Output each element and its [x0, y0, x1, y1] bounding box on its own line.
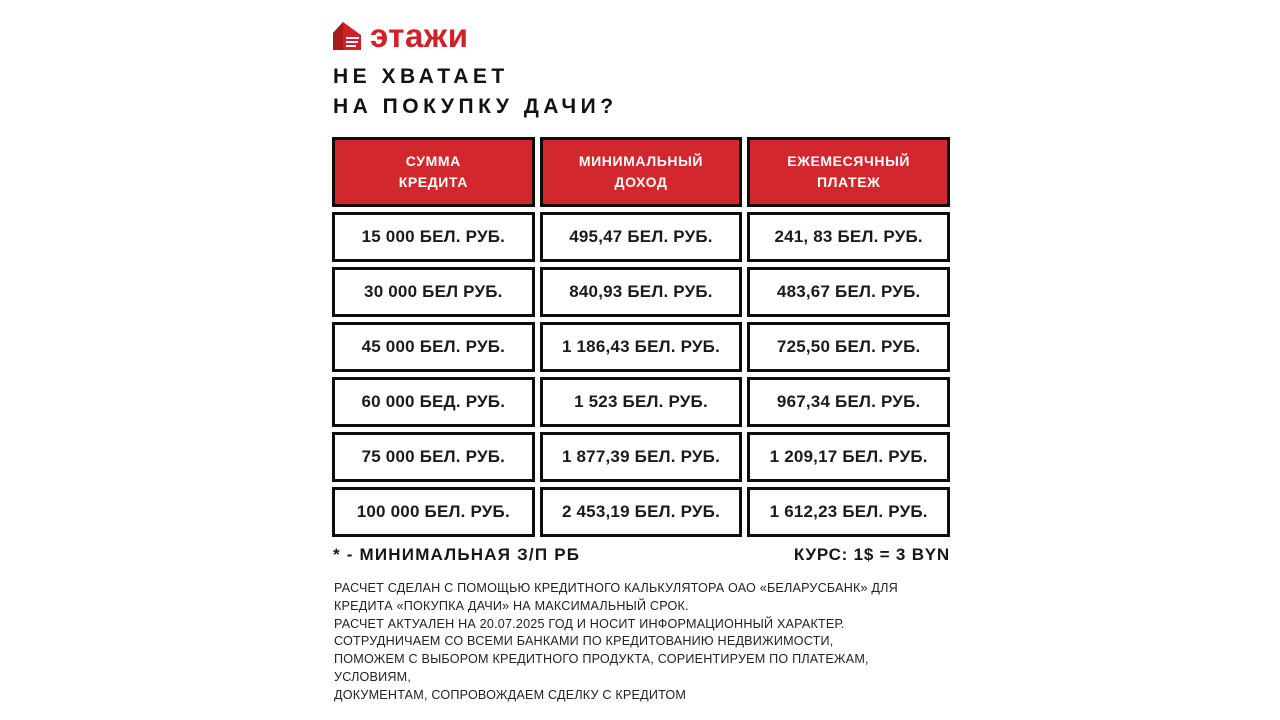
table-cell: 1 523 БЕЛ. РУБ.: [540, 377, 743, 427]
table-cell: 30 000 БЕЛ РУБ.: [332, 267, 535, 317]
table-cell: 2 453,19 БЕЛ. РУБ.: [540, 487, 743, 537]
page-title: [333, 62, 618, 122]
page-title-line1: НЕ ХВАТАЕТ: [333, 65, 509, 88]
table-cell: 840,93 БЕЛ. РУБ.: [540, 267, 743, 317]
etazhi-logo: [333, 18, 469, 54]
disclaimer-line: СОТРУДНИЧАЕМ СО ВСЕМИ БАНКАМИ ПО КРЕДИТОВАНИЮ НЕДВИЖИМОСТИ,: [334, 634, 834, 649]
table-cell: 100 000 БЕЛ. РУБ.: [332, 487, 535, 537]
table-header-loan-amount: СУММА КРЕДИТА: [332, 137, 535, 207]
table-cell: 1 186,43 БЕЛ. РУБ.: [540, 322, 743, 372]
min-salary-note: * - МИНИМАЛЬНАЯ З/П РБ: [333, 545, 581, 564]
disclaimer-line: РАСЧЕТ СДЕЛАН С ПОМОЩЬЮ КРЕДИТНОГО КАЛЬКУЛЯТОРА ОАО «БЕЛАРУСБАНК» ДЛЯ: [334, 581, 898, 595]
table-header-min-income: МИНИМАЛЬНЫЙ ДОХОД: [540, 137, 743, 207]
table-cell: 725,50 БЕЛ. РУБ.: [747, 322, 950, 372]
table-cell: 60 000 БЕД. РУБ.: [332, 377, 535, 427]
notes-row: [333, 545, 950, 565]
disclaimer-line: УСЛОВИЯМ,: [334, 669, 412, 684]
disclaimer-text: [334, 580, 964, 705]
page-title-line2: НА ПОКУПКУ ДАЧИ?: [333, 95, 618, 118]
table-cell: 15 000 БЕЛ. РУБ.: [332, 212, 535, 262]
table-cell: 241, 83 БЕЛ. РУБ.: [747, 212, 950, 262]
logo-wordmark: этажи: [370, 17, 469, 54]
disclaimer-line: ДОКУМЕНТАМ, СОПРОВОЖДАЕМ СДЕЛКУ С КРЕДИТОМ: [334, 687, 687, 702]
table-cell: 1 209,17 БЕЛ. РУБ.: [747, 432, 950, 482]
table-header-monthly-payment: ЕЖЕМЕСЯЧНЫЙ ПЛАТЕЖ: [747, 137, 950, 207]
house-icon: [333, 22, 361, 50]
table-cell: 1 612,23 БЕЛ. РУБ.: [747, 487, 950, 537]
credit-table: [332, 137, 950, 537]
disclaimer-line: ПОМОЖЕМ С ВЫБОРОМ КРЕДИТНОГО ПРОДУКТА, СОРИЕНТИРУЕМ ПО ПЛАТЕЖАМ,: [334, 652, 869, 667]
exchange-rate-note: КУРС: 1$ = 3 BYN: [793, 545, 950, 564]
disclaimer-line: КРЕДИТА «ПОКУПКА ДАЧИ» НА МАКСИМАЛЬНЫЙ СРОК.: [334, 598, 689, 613]
table-cell: 75 000 БЕЛ. РУБ.: [332, 432, 535, 482]
table-cell: 495,47 БЕЛ. РУБ.: [540, 212, 743, 262]
table-cell: 45 000 БЕЛ. РУБ.: [332, 322, 535, 372]
table-cell: 1 877,39 БЕЛ. РУБ.: [540, 432, 743, 482]
table-cell: 967,34 БЕЛ. РУБ.: [747, 377, 950, 427]
disclaimer-line: РАСЧЕТ АКТУАЛЕН НА 20.07.2025 ГОД И НОСИТ ИНФОРМАЦИОННЫЙ ХАРАКТЕР.: [334, 616, 845, 631]
table-cell: 483,67 БЕЛ. РУБ.: [747, 267, 950, 317]
